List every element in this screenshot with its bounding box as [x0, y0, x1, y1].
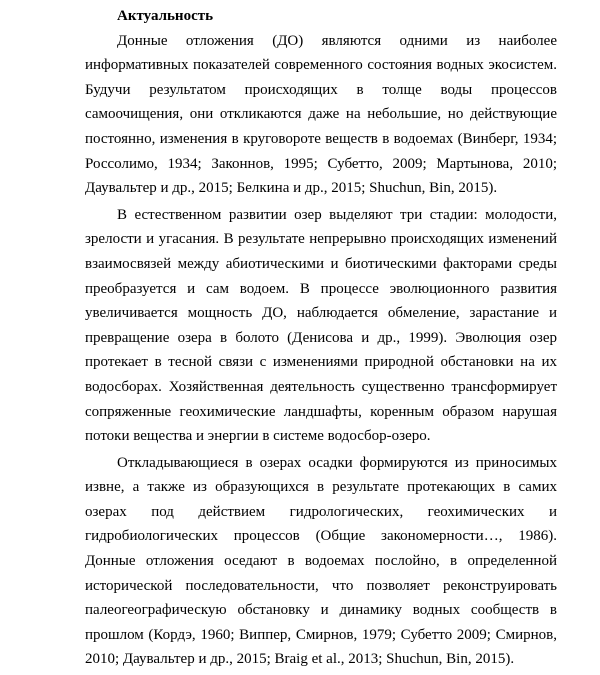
paragraph-2: В естественном развитии озер выделяют три стадии: молодости, зрелости и угасания. В результате непрерывно происходящих изменений взаимосвязей между абиотическими и биотическими факторами среды преобразуется и сам водоем. В процессе эволюционного развития увеличивается мощность ДО, наблюдается обмеление, зарастание и превращение озера в болото (Денисова и др., 1999). Эволюция озер протекает в тесной связи с изменениями природной обстановки на их водосборах. Хозяйственная деятельность существенно трансформирует сопряженные геохимические ландшафты, коренным образом нарушая потоки вещества и энергии в системе водосбор-озеро.	[85, 206, 557, 445]
paragraph-1: Донные отложения (ДО) являются одними из наиболее информативных показателей современного состояния водных экосистем. Будучи результатом происходящих в толще воды процессов самоочищения, они откликаются даже на небольшие, но действующие постоянно, изменения в круговороте веществ в водоемах (Винберг, 1934; Россолимо, 1934; Законнов, 1995; Субетто, 2009; Мартынова, 2010; Даувальтер и др., 2015; Белкина и др., 2015; Shuchun, Bin, 2015).	[85, 32, 557, 197]
section-heading: Актуальность	[117, 8, 214, 24]
paragraph-3: Откладывающиеся в озерах осадки формируются из приносимых извне, а также из образующихся в результате протекающих в самих озерах под действием гидрологических, геохимических и гидробиологических процессов (Общие закономерности…, 1986). Донные отложения оседают в водоемах послойно, в определенной исторической последовательности, что позволяет реконструировать палеогеографическую обстановку и динамику водных сообществ в прошлом (Кордэ, 1960; Виппер, Смирнов, 1979; Субетто 2009; Смирнов, 2010; Даувальтер и др., 2015; Braig et al., 2013; Shuchun, Bin, 2015).	[85, 454, 557, 668]
